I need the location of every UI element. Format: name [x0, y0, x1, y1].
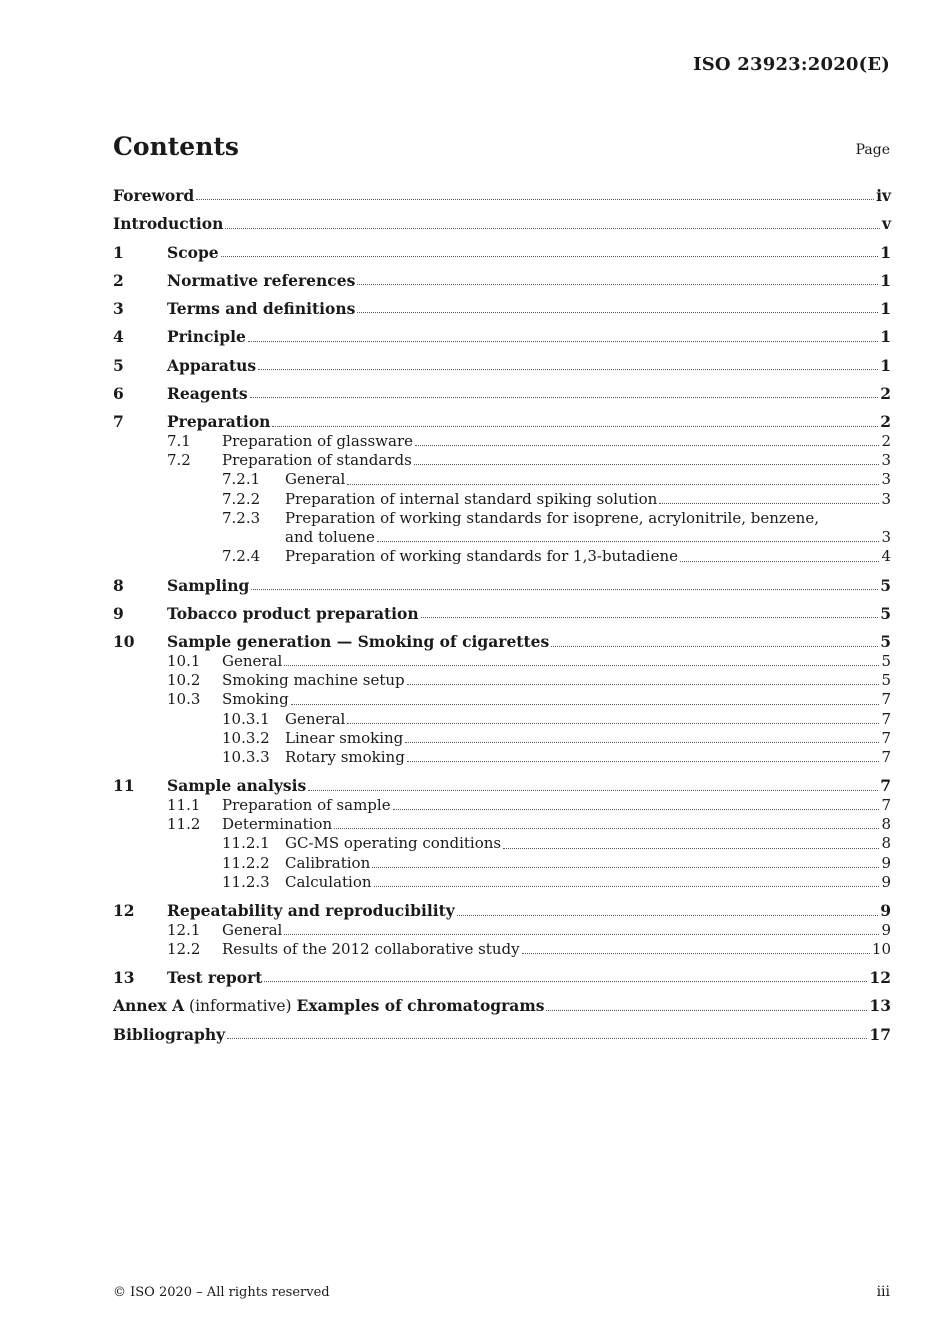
toc-entry-page: iv: [876, 186, 891, 205]
toc-entry-title: Repeatability and reproducibility: [167, 901, 455, 921]
toc-entry-number: 8: [113, 575, 124, 595]
toc-entry-title: Smoking machine setup: [222, 670, 405, 689]
dot-leader: [250, 396, 879, 398]
toc-entry[interactable]: [113, 815, 891, 834]
dot-leader: [248, 340, 878, 342]
toc-entry-title: Preparation of working standards for isoprene, acrylonitrile, benzene,: [285, 508, 819, 527]
toc-entry-number: 11.2.2: [222, 853, 270, 872]
toc-entry[interactable]: [113, 299, 891, 318]
dot-leader: [393, 808, 880, 810]
dot-leader: [457, 914, 878, 916]
dot-leader: [415, 444, 879, 446]
dot-leader: [258, 368, 878, 370]
dot-leader: [291, 703, 880, 705]
toc-entry-title: Bibliography: [113, 1024, 226, 1044]
toc-entry[interactable]: [113, 632, 891, 651]
toc-entry-page: 5: [881, 670, 891, 689]
toc-entry-number: 12.2: [167, 939, 201, 958]
toc-entry-title: General: [222, 920, 283, 939]
toc-entry-title: GC-MS operating conditions: [285, 834, 502, 853]
toc-entry-title: General: [285, 709, 346, 728]
toc-entry-title: Preparation of working standards for 1,3-butadiene: [285, 547, 678, 566]
toc-entry-number: 11.2: [167, 815, 201, 834]
toc-entry-title: Linear smoking: [285, 728, 404, 747]
toc-entry-page: 5: [880, 632, 891, 652]
toc-entry-page: 7: [881, 748, 891, 767]
dot-leader: [227, 1037, 867, 1039]
toc-entry-page: 9: [881, 872, 891, 891]
toc-entry-page: v: [881, 214, 891, 234]
toc-entry-title: Tobacco product preparation: [167, 604, 419, 624]
toc-entry[interactable]: [113, 796, 891, 815]
toc-entry-number: 2: [113, 270, 124, 290]
dot-leader: [377, 540, 880, 542]
toc-entry-number: 7.2: [167, 450, 191, 469]
dot-leader: [251, 588, 878, 590]
toc-entry-page: 12: [869, 968, 891, 988]
document-id: ISO 23923:2020(E): [693, 54, 890, 75]
dot-leader: [374, 885, 880, 887]
toc-entry[interactable]: [113, 996, 891, 1015]
toc-entry-title: Normative references: [167, 270, 356, 290]
toc-entry-page: 10: [871, 939, 891, 958]
toc-entry-page: 13: [869, 996, 891, 1016]
toc-entry[interactable]: [113, 776, 891, 795]
dot-leader: [503, 847, 879, 849]
toc-entry[interactable]: [113, 748, 891, 767]
toc-entry[interactable]: [113, 451, 891, 470]
toc-entry-title: Sample generation — Smoking of cigarettes: [167, 632, 550, 652]
toc-entry-page: 17: [869, 1024, 891, 1044]
dot-leader: [546, 1009, 867, 1011]
toc-entry-title: Smoking: [222, 690, 289, 709]
toc-entry-title: [113, 996, 544, 1016]
toc-entry[interactable]: [113, 356, 891, 375]
toc-entry-title: Preparation: [167, 412, 271, 432]
toc-entry[interactable]: [113, 327, 891, 346]
dot-leader: [308, 789, 878, 791]
annex-title: Examples of chromatograms: [296, 996, 545, 1016]
toc-entry-page: 7: [881, 728, 891, 747]
toc-entry-page: 1: [880, 355, 891, 375]
toc-entry-title: Introduction: [113, 214, 224, 234]
toc-entry-number: 10.3.2: [222, 728, 270, 747]
toc-entry-page: 5: [881, 651, 891, 670]
dot-leader: [264, 980, 867, 982]
toc-entry-title: Preparation of standards: [222, 450, 412, 469]
dot-leader: [421, 616, 879, 618]
toc-entry-number: 10.3.3: [222, 748, 270, 767]
toc-entry[interactable]: [113, 710, 891, 729]
dot-leader: [284, 664, 879, 666]
toc-entry-title: Rotary smoking: [285, 748, 405, 767]
toc-entry-page: 8: [881, 815, 891, 834]
table-of-contents: [113, 186, 891, 1044]
toc-entry-page: 2: [880, 412, 891, 432]
dot-leader: [334, 827, 879, 829]
toc-entry-number: 11: [113, 776, 135, 796]
toc-entry-page: 3: [881, 489, 891, 508]
toc-entry-page: 3: [881, 528, 891, 547]
copyright-notice: © ISO 2020 – All rights reserved: [113, 1285, 330, 1300]
toc-entry-title: Foreword: [113, 186, 195, 205]
toc-entry[interactable]: [113, 528, 891, 547]
toc-entry-number: 10.1: [167, 651, 201, 670]
page-title: Contents: [113, 132, 240, 161]
toc-entry-page: 9: [881, 920, 891, 939]
toc-entry-page: 8: [881, 834, 891, 853]
toc-entry-title: Terms and definitions: [167, 299, 356, 319]
toc-entry-title: Test report: [167, 968, 263, 988]
dot-leader: [405, 741, 879, 743]
dot-leader: [372, 866, 879, 868]
dot-leader: [196, 198, 874, 200]
toc-entry[interactable]: [113, 604, 891, 623]
dot-leader: [407, 760, 880, 762]
toc-entry[interactable]: [113, 834, 891, 853]
toc-entry-number: 11.1: [167, 795, 201, 814]
toc-entry-number: 3: [113, 299, 124, 319]
toc-entry-title: Preparation of sample: [222, 795, 391, 814]
toc-entry-number: 11.2.1: [222, 834, 270, 853]
toc-entry-title: Calibration: [285, 853, 371, 872]
toc-entry-number: 7.1: [167, 431, 191, 450]
toc-entry-number: 7: [113, 412, 124, 432]
toc-entry[interactable]: [113, 509, 891, 528]
dot-leader: [284, 933, 879, 935]
toc-entry-number: 7.2.4: [222, 547, 261, 566]
toc-entry[interactable]: [113, 214, 891, 233]
toc-entry-page: 1: [880, 242, 891, 262]
toc-entry-title: Preparation of glassware: [222, 431, 414, 450]
toc-entry-number: 7.2.1: [222, 470, 261, 489]
toc-entry-number: 4: [113, 327, 124, 347]
toc-entry-number: 10.3.1: [222, 709, 270, 728]
toc-entry-number: 13: [113, 968, 135, 988]
toc-entry-page: 7: [881, 795, 891, 814]
toc-entry[interactable]: [113, 384, 891, 403]
dot-leader: [347, 722, 879, 724]
dot-leader: [357, 311, 878, 313]
toc-entry-number: 9: [113, 604, 124, 624]
toc-entry-page: 7: [881, 690, 891, 709]
dot-leader: [551, 645, 878, 647]
toc-entry[interactable]: [113, 729, 891, 748]
toc-entry[interactable]: [113, 921, 891, 940]
page-column-label: Page: [855, 142, 890, 158]
dot-leader: [407, 683, 880, 685]
dot-leader: [680, 560, 879, 562]
toc-entry-page: 5: [880, 575, 891, 595]
toc-entry-page: 2: [881, 431, 891, 450]
dot-leader: [659, 502, 879, 504]
toc-entry[interactable]: [113, 576, 891, 595]
toc-entry[interactable]: [113, 873, 891, 892]
page-number: iii: [876, 1284, 890, 1300]
toc-entry-number: 5: [113, 355, 124, 375]
toc-entry-page: 3: [881, 450, 891, 469]
annex-label: Annex A: [113, 996, 185, 1016]
toc-entry-title: Apparatus: [167, 355, 257, 375]
toc-entry[interactable]: [113, 901, 891, 920]
toc-entry[interactable]: [113, 652, 891, 671]
toc-entry-page: 3: [881, 470, 891, 489]
toc-entry[interactable]: [113, 547, 891, 566]
dot-leader: [221, 255, 879, 257]
toc-entry-page: 1: [880, 270, 891, 290]
toc-entry-title: Sample analysis: [167, 776, 307, 796]
toc-entry-number: 10: [113, 632, 135, 652]
toc-entry-title: Results of the 2012 collaborative study: [222, 939, 520, 958]
toc-entry-title: Sampling: [167, 575, 250, 595]
toc-entry[interactable]: [113, 470, 891, 489]
toc-entry-page: 1: [880, 327, 891, 347]
toc-entry[interactable]: [113, 412, 891, 431]
toc-entry-number: 7.2.2: [222, 489, 261, 508]
toc-entry-title: Reagents: [167, 384, 248, 404]
dot-leader: [414, 463, 880, 465]
toc-entry-title: Principle: [167, 327, 246, 347]
toc-entry-number: 10.2: [167, 670, 201, 689]
toc-entry-number: 11.2.3: [222, 872, 270, 891]
toc-entry-title: General: [222, 651, 283, 670]
toc-entry[interactable]: [113, 243, 891, 262]
toc-entry[interactable]: [113, 271, 891, 290]
toc-entry[interactable]: [113, 690, 891, 709]
toc-entry-page: 2: [880, 384, 891, 404]
toc-entry-page: 1: [880, 299, 891, 319]
toc-entry-number: 12.1: [167, 920, 201, 939]
toc-entry[interactable]: [113, 854, 891, 873]
toc-entry[interactable]: [113, 186, 891, 205]
dot-leader: [357, 283, 878, 285]
toc-entry-title: General: [285, 470, 346, 489]
toc-entry[interactable]: [113, 671, 891, 690]
toc-entry-title: and toluene: [285, 528, 375, 547]
toc-entry[interactable]: [113, 940, 891, 959]
toc-entry-title: Determination: [222, 815, 333, 834]
toc-entry[interactable]: [113, 490, 891, 509]
dot-leader: [522, 952, 870, 954]
toc-entry-title: Calculation: [285, 872, 372, 891]
toc-entry-number: 1: [113, 242, 124, 262]
toc-entry[interactable]: [113, 432, 891, 451]
toc-entry-page: 9: [881, 853, 891, 872]
toc-entry-page: 7: [881, 709, 891, 728]
toc-entry-number: 12: [113, 901, 135, 921]
dot-leader: [347, 483, 879, 485]
toc-entry-page: 5: [880, 604, 891, 624]
toc-entry-title: Preparation of internal standard spiking solution: [285, 489, 658, 508]
toc-entry-title: Scope: [167, 242, 219, 262]
toc-entry-page: 9: [880, 901, 891, 921]
toc-entry-number: 6: [113, 384, 124, 404]
toc-entry[interactable]: [113, 968, 891, 987]
toc-entry[interactable]: [113, 1025, 891, 1044]
toc-entry-page: 7: [880, 776, 891, 796]
toc-entry-page: 4: [881, 547, 891, 566]
annex-type: (informative): [184, 997, 297, 1016]
toc-entry-number: 7.2.3: [222, 508, 261, 527]
dot-leader: [272, 425, 878, 427]
dot-leader: [225, 227, 880, 229]
toc-entry-number: 10.3: [167, 690, 201, 709]
